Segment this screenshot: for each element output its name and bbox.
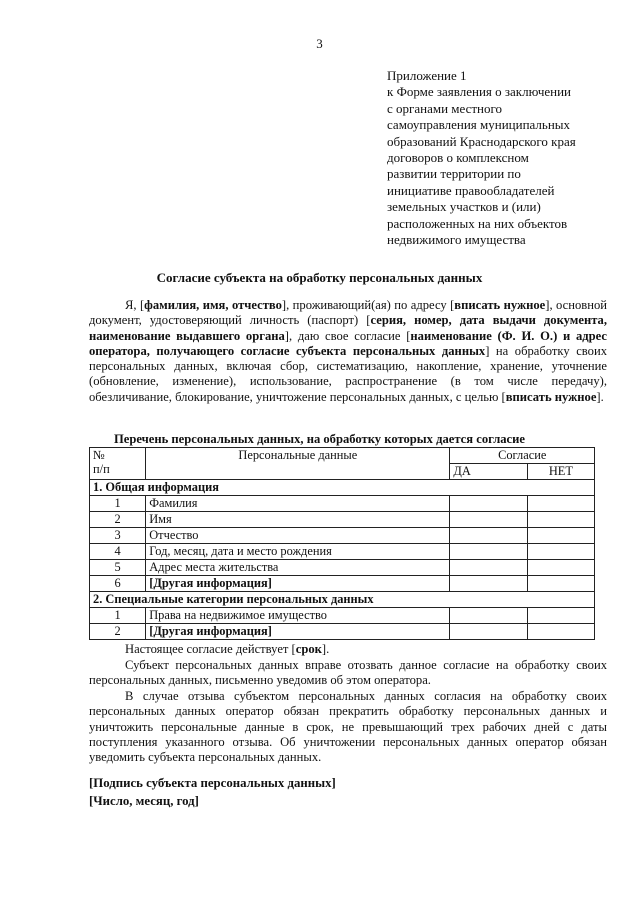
consent-yes-cell[interactable] bbox=[450, 496, 527, 512]
row-num: 3 bbox=[90, 528, 146, 544]
row-num: 2 bbox=[90, 512, 146, 528]
row-num: 6 bbox=[90, 576, 146, 592]
annex-line: договоров о комплексном bbox=[387, 150, 529, 166]
row-label: Отчество bbox=[146, 528, 450, 544]
consent-no-cell[interactable] bbox=[527, 544, 594, 560]
annex-line: расположенных на них объектов bbox=[387, 215, 568, 231]
annex-line: инициативе правообладателей bbox=[387, 182, 555, 198]
consent-yes-cell[interactable] bbox=[450, 512, 527, 528]
consent-no-cell[interactable] bbox=[527, 496, 594, 512]
row-label: Права на недвижимое имущество bbox=[146, 608, 450, 624]
row-label: [Другая информация] bbox=[146, 624, 450, 640]
header-consent: Согласие bbox=[450, 448, 595, 464]
consent-yes-cell[interactable] bbox=[450, 576, 527, 592]
annex-line: образований Краснодарского края bbox=[387, 133, 576, 149]
row-num: 1 bbox=[90, 496, 146, 512]
consent-yes-cell[interactable] bbox=[450, 608, 527, 624]
placeholder-full-name: фамилия, имя, отчество bbox=[144, 298, 282, 312]
row-label: Год, месяц, дата и место рождения bbox=[146, 544, 450, 560]
row-num: 2 bbox=[90, 624, 146, 640]
annex-line: самоуправления муниципальных bbox=[387, 117, 571, 133]
annex-line: земельных участков и (или) bbox=[387, 199, 541, 215]
consent-yes-cell[interactable] bbox=[450, 624, 527, 640]
row-label: Адрес места жительства bbox=[146, 560, 450, 576]
table-row bbox=[90, 608, 595, 624]
row-num: 1 bbox=[90, 608, 146, 624]
table-row bbox=[90, 544, 595, 560]
annex-line: недвижимого имущества bbox=[387, 232, 526, 248]
consent-no-cell[interactable] bbox=[527, 624, 594, 640]
placeholder-purpose: вписать нужное bbox=[505, 389, 597, 404]
row-num: 4 bbox=[90, 544, 146, 560]
annex-line: с органами местного bbox=[387, 100, 503, 116]
consent-yes-cell[interactable] bbox=[450, 560, 527, 576]
section-row bbox=[90, 592, 595, 608]
consent-no-cell[interactable] bbox=[527, 512, 594, 528]
consent-no-cell[interactable] bbox=[527, 576, 594, 592]
consent-paragraph: Я, [фамилия, имя, отчество], проживающий(ая) по адресу [вписать нужное], основной документ, удостоверяющий личность (паспорт) [серия, номер, дата выдачи документа, наименование выдавшего органа], даю свое согласие [наименование (Ф. И. О.) и адрес оператора, получающего согласие субъекта персональных данных] на обработку своих персональных данных, включая сбор, систематизацию, накопление, хранение, уточнение (обновление, изменение), использование, распространение (в том числе передачу), обезличивание, блокирование, уничтожение персональных данных, с целью [вписать нужное]. bbox=[89, 298, 607, 404]
table-row bbox=[90, 560, 595, 576]
table-row bbox=[90, 624, 595, 640]
table-row bbox=[90, 512, 595, 528]
consent-no-cell[interactable] bbox=[527, 528, 594, 544]
consent-no-cell[interactable] bbox=[527, 608, 594, 624]
consent-no-cell[interactable] bbox=[527, 560, 594, 576]
consent-yes-cell[interactable] bbox=[450, 528, 527, 544]
annex-line: развитии территории по bbox=[387, 166, 521, 182]
section-title: 1. Общая информация bbox=[90, 480, 595, 496]
header-yes: ДА bbox=[450, 464, 527, 480]
withdraw-paragraph: В случае отзыва субъектом персональных данных согласия на обработку своих персональных данных оператор обязан прекратить обработку персональных данных и уничтожить персональные данные в срок, не превышающий трех рабочих дней с даты поступления указанного отзыва. Об уничтожении персональных данных оператор обязан уведомить субъекта персональных данных. bbox=[89, 689, 607, 765]
signature-line: [Подпись субъекта персональных данных] bbox=[89, 776, 336, 790]
table-row bbox=[90, 496, 595, 512]
table-title: Перечень персональных данных, на обработку которых дается согласие bbox=[114, 432, 525, 446]
section-title: 2. Специальные категории персональных данных bbox=[90, 592, 595, 608]
placeholder-term: срок bbox=[295, 642, 322, 656]
row-label: [Другая информация] bbox=[146, 576, 450, 592]
table-row bbox=[90, 528, 595, 544]
placeholder-operator: наименование (Ф. И. О.) и адрес оператора, получающего согласие субъекта персональных данных bbox=[89, 328, 607, 358]
row-num: 5 bbox=[90, 560, 146, 576]
page-number: 3 bbox=[316, 36, 323, 51]
placeholder-address: вписать нужное bbox=[454, 298, 546, 312]
revoke-paragraph: Субъект персональных данных вправе отозвать данное согласие на обработку своих персональных данных, письменно уведомив об этом оператора. bbox=[89, 658, 607, 688]
section-row bbox=[90, 480, 595, 496]
header-data: Персональные данные bbox=[146, 448, 450, 480]
row-label: Фамилия bbox=[146, 496, 450, 512]
document-title: Согласие субъекта на обработку персональных данных bbox=[156, 270, 483, 285]
table-header-row bbox=[90, 448, 595, 464]
personal-data-table bbox=[89, 447, 595, 640]
annex-header bbox=[387, 68, 627, 248]
validity-paragraph: Настоящее согласие действует [срок]. bbox=[125, 642, 330, 656]
header-no: НЕТ bbox=[527, 464, 594, 480]
date-line: [Число, месяц, год] bbox=[89, 794, 199, 808]
placeholder-passport: серия, номер, дата выдачи документа, наименование выдавшего органа bbox=[89, 313, 607, 343]
annex-line: к Форме заявления о заключении bbox=[387, 84, 571, 100]
header-num: № п/п bbox=[90, 448, 146, 480]
consent-yes-cell[interactable] bbox=[450, 544, 527, 560]
annex-line: Приложение 1 bbox=[387, 68, 467, 83]
table-row bbox=[90, 576, 595, 592]
row-label: Имя bbox=[146, 512, 450, 528]
